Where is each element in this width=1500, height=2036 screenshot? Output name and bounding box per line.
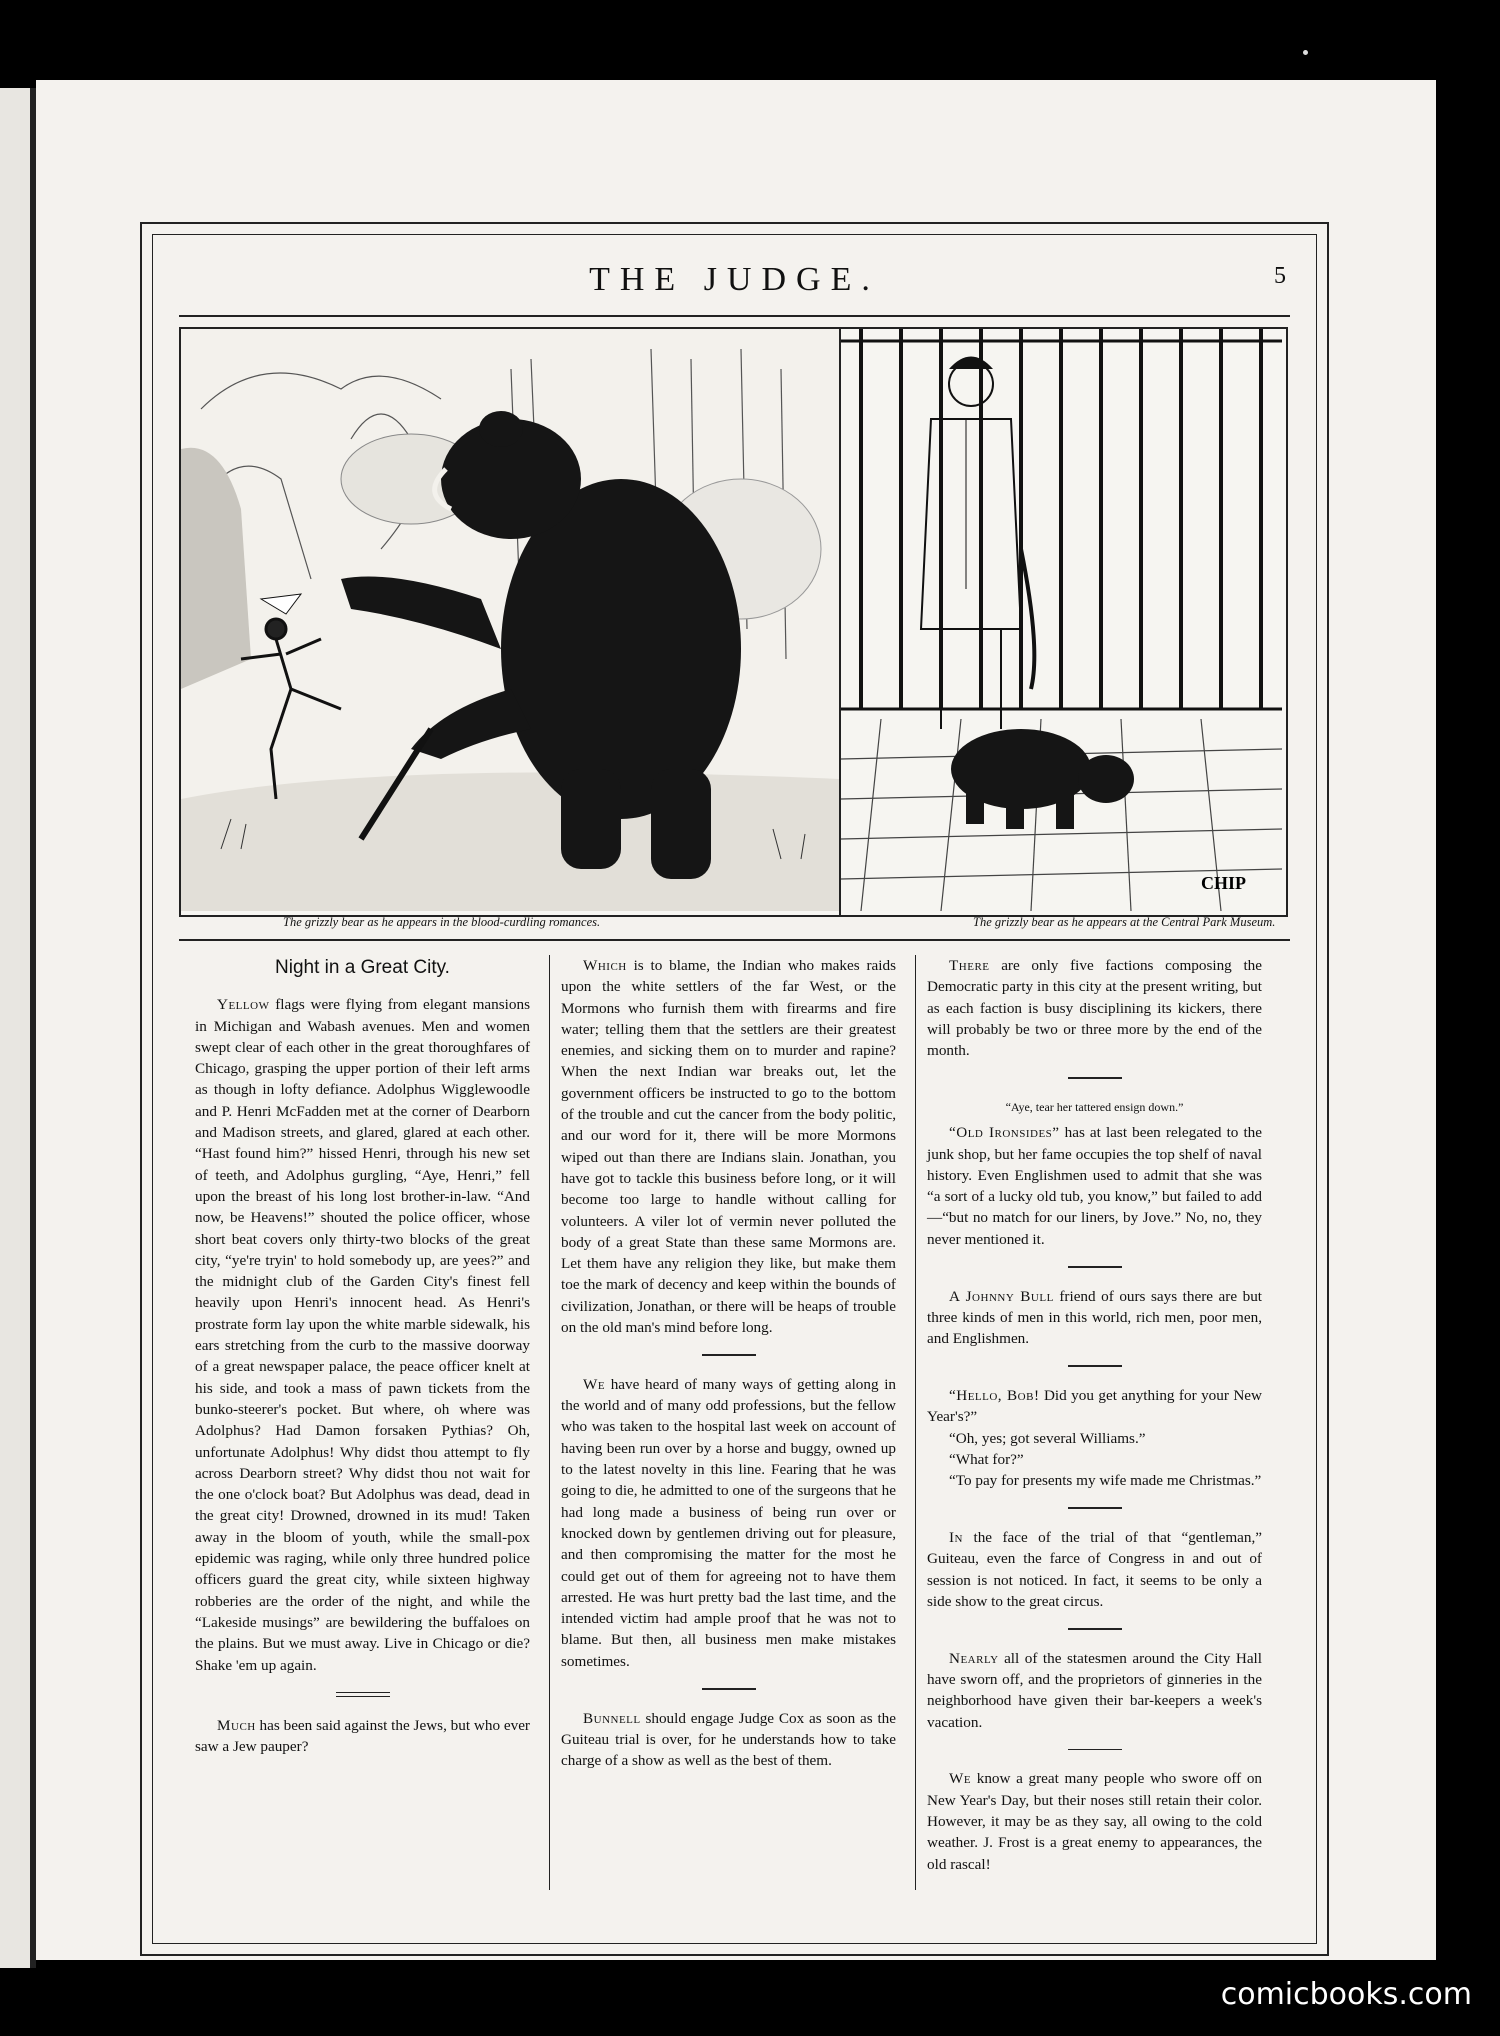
paragraph: “Oh, yes; got several Williams.” (949, 1429, 1146, 1447)
section-divider (702, 1688, 756, 1690)
lead-word: Which (583, 957, 627, 974)
section-divider (1068, 1077, 1122, 1079)
paragraph: We have heard of many ways of getting along in the world and of many odd professions, but the fellow who was taken to the hospital last week on account of having been run over by a horse and buggy, owned up to the latest novelty in this line. Fearing that he was going to die, he admitted to one of the surgeons that he had long made a business of being run over or knocked down by gentlemen driving out for pleasure, and then compromising the matter for the most he could get out of them for agreeing not to have them arrested. He was hurt pretty bad the last time, and the intended victim had ample proof that he was not to blame. But then, all business men make mistakes sometimes. (561, 1375, 897, 1670)
section-divider (1068, 1628, 1122, 1630)
paragraph: Yellow flags were flying from elegant mansions in Michigan and Wabash avenues. Men and women swept clear of each other in the great thoroughfares of Chicago, grasping the upper portion of their left arms as though in lofty defiance. Adolphus Wigglewoodle and P. Henri McFadden met at the corner of Dearborn and Madison streets, and glared, glared at each other. “Hast found him?” hissed Henri, through his new set of teeth, and Adolphus gurgling, “Aye, Henri,” fell upon the breast of his long lost brother-in-law. “And now, be Heavens!” shouted the police officer, whose short beat covers only thirty-two blocks of the great city, “ye're tryin' to hold somebody up, are yees?” and the midnight club of the Garden City's finest fell heavily upon Henri's innocent head. As Henri's prostrate form lay upon the white marble sidewalk, his ears stretching from the curb to the massive doorway of a great newspaper palace, the peace officer knelt at his side, and took a mass of pawn tickets from the bunko-steerer's pocket. But where, oh where was Adolphus? Had Damon forsaken Pythias? Oh, unfortunate Adolphus! Why didst thou attempt to fly across Dearborn street? Why didst thou not wait for the one o'clock boat? But Adolphus was dead, dead in the great city! Drowned, drowned in its mud! Taken away in the bloom of youth, while the small-pox epidemic was raging, while only three hundred police officers guard the great city, while sixteen highway robberies are the order of the night, and while the “Lakeside musings” are bewildering the buffaloes on the plains. But we must away. Live in Chicago or die? Shake 'em up again. (195, 996, 530, 1674)
paragraph: A Johnny Bull friend of ours says there are but three kinds of men in this world, rich men, poor men, and Englishmen. (927, 1287, 1263, 1348)
paragraph: “What for?” (949, 1450, 1024, 1468)
lead-word: We (949, 1770, 972, 1788)
paragraph: There are only five factions composing the Democratic party in this city at the present writing, but as each faction is busy disciplining its kickers, there will probably be two or three more by the end of the month. (927, 957, 1263, 1060)
caption-rule (179, 939, 1290, 941)
paragraph: “Hello, Bob! Did you get anything for your New Year's?” (927, 1386, 1263, 1426)
lead-word: Nearly (949, 1649, 999, 1667)
section-divider (1068, 1507, 1122, 1509)
site-watermark: comicbooks.com (1220, 1977, 1472, 2012)
section-divider (702, 1354, 756, 1356)
caption-right: The grizzly bear as he appears at the Central Park Museum. (973, 915, 1276, 929)
column-rule (549, 955, 550, 1890)
artist-signature: CHIP (1201, 873, 1246, 893)
caption-left: The grizzly bear as he appears in the blood-curdling romances. (283, 915, 601, 929)
paragraph: Much has been said against the Jews, but who ever saw a Jew pauper? (195, 1716, 530, 1756)
panel-museum (841, 329, 1282, 915)
page-border (140, 222, 1329, 1956)
paragraph: “To pay for presents my wife made me Christmas.” (949, 1472, 1262, 1490)
page-number: 5 (1274, 263, 1286, 289)
section-divider (1068, 1365, 1122, 1367)
panel-romance (181, 329, 841, 915)
museum-bear-drawing (841, 329, 1282, 911)
section-divider (1068, 1749, 1122, 1751)
scan-speck (1303, 50, 1308, 55)
lead-word: There (949, 957, 990, 974)
paragraph: “Old Ironsides” has at last been relegated to the junk shop, but her fame occupies the top shelf of naval history. Even Englishmen used to admit that she was “a sort of a lucky old tub, you know,” but failed to add—“but no match for our liners, by Jove.” No, no, they never mentioned it. (927, 1124, 1263, 1248)
paragraph: Which is to blame, the Indian who makes raids upon the white settlers of the far West, or the Mormons who furnish them with firearms and fire water; telling them that the settlers are their greatest enemies, and sicking them on to murder and rapine? When the next Indian war breaks out, let the government officers be instructed to go to the bottom of the trouble and cut the cancer from the body politic, and our word for it, there will be more Mormons wiped out than there are Indians slain. Jonathan, you have got to tackle this business before long, or it will become too large to handle without calling for volunteers. A viler lot of vermin never polluted the body of a great State than these same Mormons are. Let them have any religion they like, but make them toe the mark of decency and keep within the bounds of civilization, Jonathan, or there will be heaps of trouble on the old man's mind before long. (561, 957, 896, 1337)
lead-word: “Hello, Bob! (949, 1386, 1040, 1404)
article-heading: Night in a Great City. (275, 957, 450, 978)
lead-word: A Johnny Bull (949, 1287, 1054, 1305)
paragraph: Nearly all of the statesmen around the City Hall have sworn off, and the proprietors of ginneries in the neighborhood have given their bar-keepers a week's vacation. (927, 1649, 1262, 1731)
paragraph: We know a great many people who swore off on New Year's Day, but their noses still retain their color. However, it may be as they say, all owing to the cold weather. J. Frost is a great enemy to appearances, the old rascal! (927, 1770, 1263, 1873)
adjacent-page-edge (0, 88, 36, 1968)
lead-word: Bunnell (583, 1709, 641, 1727)
section-divider (1068, 1266, 1122, 1268)
column-1 (195, 955, 530, 1757)
column-rule (915, 955, 916, 1890)
romance-bear-drawing (181, 329, 839, 911)
lead-word: In (949, 1528, 964, 1546)
masthead-rule (179, 315, 1290, 317)
lead-word: Much (217, 1716, 256, 1734)
column-3 (927, 955, 1262, 1875)
lead-word: “Old Ironsides” (949, 1124, 1060, 1142)
column-2 (561, 955, 896, 1771)
section-divider (336, 1692, 390, 1697)
motto-line: “Aye, tear her tattered ensign down.” (1005, 1099, 1184, 1114)
paragraph: In the face of the trial of that “gentleman,” Guiteau, even the farce of Congress in and out of session is not noticed. In fact, it seems to be only a side show to the great circus. (927, 1528, 1263, 1610)
inner-border (152, 234, 1317, 1944)
cartoon-illustration (179, 327, 1288, 917)
magazine-page (36, 80, 1436, 1960)
lead-word: Yellow (217, 996, 270, 1014)
lead-word: We (583, 1375, 606, 1393)
paragraph: Bunnell should engage Judge Cox as soon as the Guiteau trial is over, for he understands how to take charge of a show as well as the best of them. (561, 1709, 897, 1770)
masthead-title: THE JUDGE. (589, 261, 880, 298)
